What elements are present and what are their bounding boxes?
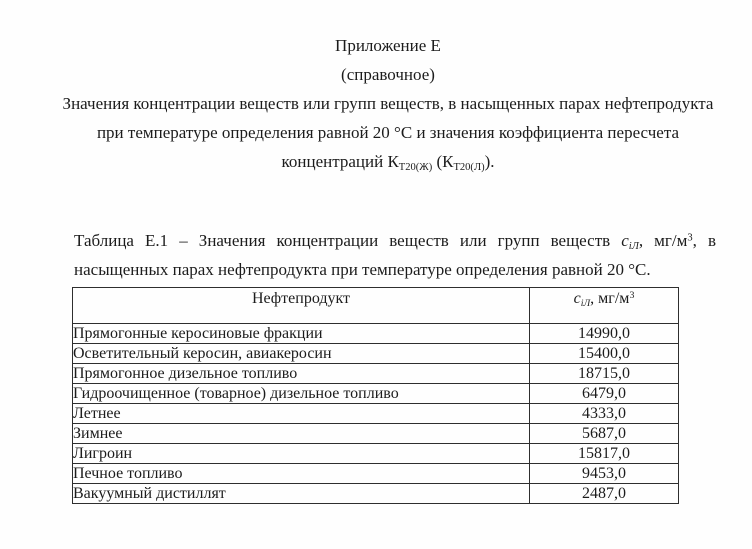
concentration-value-cell: 9453,0	[530, 464, 679, 484]
table-row	[73, 444, 679, 464]
product-name-cell: Прямогонные керосиновые фракции	[73, 324, 530, 344]
coef-text: концентраций К	[281, 152, 399, 171]
appendix-description-line1: Значения концентрации веществ или групп веществ, в насыщенных парах нефтепродукта	[62, 94, 714, 113]
product-name-cell: Печное топливо	[73, 464, 530, 484]
header-units: , мг/м	[590, 290, 630, 307]
table-row	[73, 424, 679, 444]
table-row	[73, 364, 679, 384]
document-header	[24, 31, 752, 176]
concentration-value-cell: 6479,0	[530, 384, 679, 404]
column-header-product: Нефтепродукт	[73, 288, 530, 324]
coef-subscript-zh: Т20(Ж)	[398, 161, 433, 173]
concentration-value-cell: 14990,0	[530, 324, 679, 344]
product-name-cell: Гидроочищенное (товарное) дизельное топливо	[73, 384, 530, 404]
product-name-cell: Летнее	[73, 404, 530, 424]
header-concentration-symbol: c	[573, 290, 581, 307]
appendix-kind: (справочное)	[341, 65, 435, 84]
concentration-value-cell: 4333,0	[530, 404, 679, 424]
table-caption-line1	[74, 226, 716, 255]
coef-text-mid: (К	[432, 152, 454, 171]
column-header-concentration	[530, 288, 679, 324]
table-row	[73, 464, 679, 484]
table-row	[73, 404, 679, 424]
product-name-cell: Осветительный керосин, авиакеросин	[73, 344, 530, 364]
coef-subscript-l: Т20(Л)	[453, 161, 485, 173]
appendix-title: Приложение Е	[335, 36, 441, 55]
concentration-value-cell: 15400,0	[530, 344, 679, 364]
table-caption	[74, 226, 716, 284]
product-name-cell: Зимнее	[73, 424, 530, 444]
product-name-cell: Вакуумный дистиллят	[73, 484, 530, 504]
table-caption-line2: насыщенных парах нефтепродукта при температуре определения равной 20 °С.	[74, 260, 651, 279]
table-row	[73, 324, 679, 344]
table-row	[73, 344, 679, 364]
coef-text-end: ).	[484, 152, 495, 171]
caption-units-power: 3	[687, 232, 693, 244]
caption-text: Таблица Е.1 – Значения концентрации веществ или групп веществ	[74, 231, 622, 250]
concentration-symbol: c	[621, 231, 629, 250]
caption-text-end: , в	[692, 231, 717, 250]
product-name-cell: Прямогонное дизельное топливо	[73, 364, 530, 384]
table-header-row	[73, 288, 679, 324]
table-row	[73, 384, 679, 404]
concentration-value-cell: 15817,0	[530, 444, 679, 464]
concentration-subscript: iЛ	[628, 240, 639, 252]
header-concentration-subscript: iЛ	[580, 297, 591, 309]
appendix-description-line2: при температуре определения равной 20 °С и значения коэффициента пересчета	[96, 123, 680, 142]
concentration-value-cell: 5687,0	[530, 424, 679, 444]
appendix-description-line3	[24, 147, 752, 176]
product-name-cell: Лигроин	[73, 444, 530, 464]
header-units-power: 3	[629, 290, 635, 302]
concentration-value-cell: 18715,0	[530, 364, 679, 384]
table-row	[73, 484, 679, 504]
concentration-table	[72, 287, 679, 504]
concentration-value-cell: 2487,0	[530, 484, 679, 504]
caption-units: , мг/м	[638, 231, 688, 250]
